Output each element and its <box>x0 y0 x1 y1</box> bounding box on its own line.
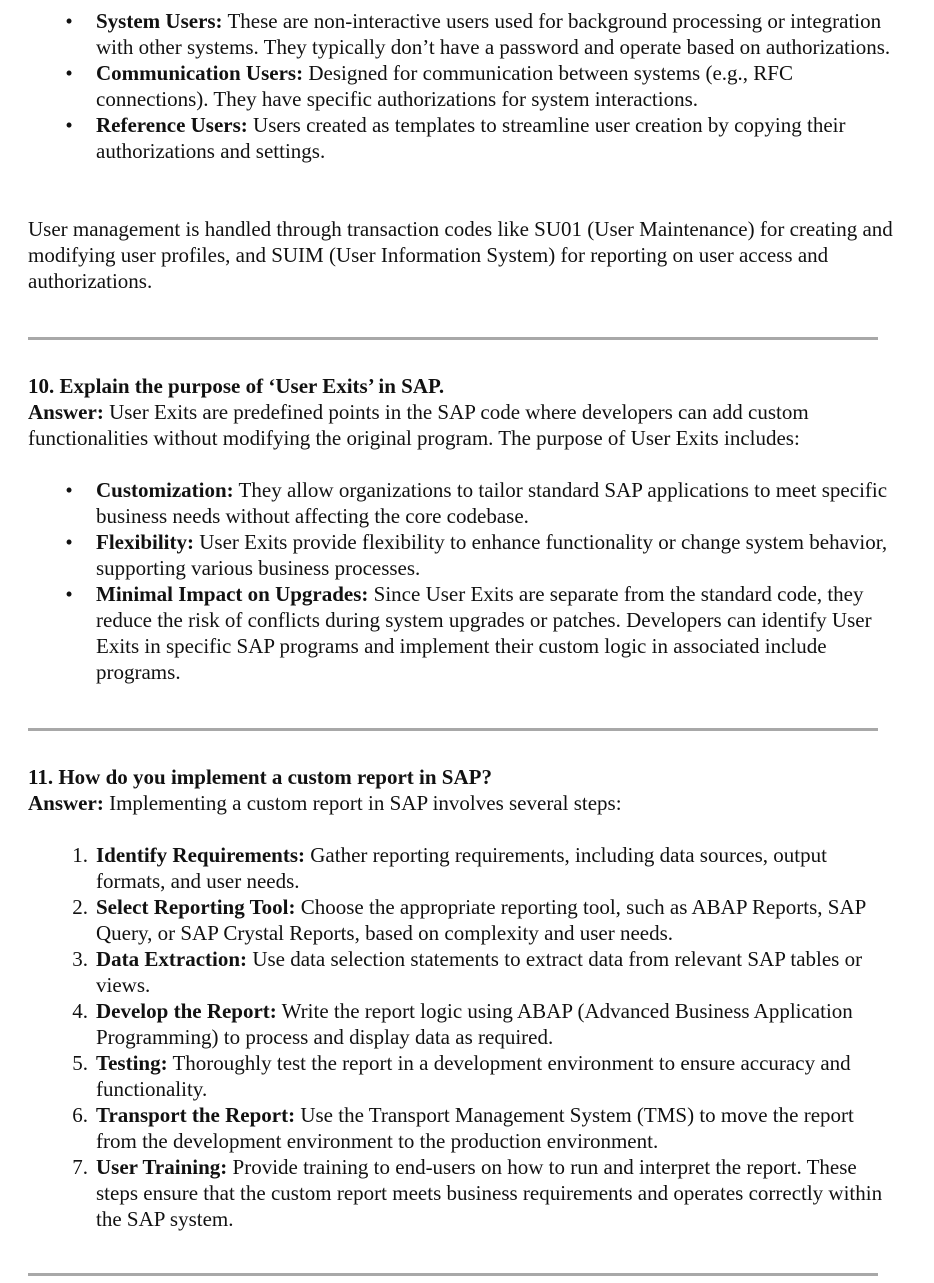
question-11 <box>28 764 898 816</box>
step-number: 5. <box>72 1051 88 1075</box>
section-divider <box>28 1273 878 1276</box>
list-item <box>72 1154 896 1232</box>
list-item <box>65 529 896 581</box>
answer-label: Answer: <box>28 400 104 424</box>
list-item-term: Communication Users: <box>96 61 304 85</box>
list-item-term: Minimal Impact on Upgrades: <box>96 582 369 606</box>
list-item <box>65 60 896 112</box>
section-divider <box>28 337 878 340</box>
list-item-term: User Training: <box>96 1155 228 1179</box>
bullet-icon: • <box>65 9 73 33</box>
step-number: 3. <box>72 947 88 971</box>
answer-label: Answer: <box>28 791 104 815</box>
user-types-list <box>65 8 896 164</box>
list-item-text: These are non-interactive users used for background processing or integration with other systems. They typically don’t have a password and operate based on authorizations. <box>96 9 891 59</box>
bullet-icon: • <box>65 530 73 554</box>
list-item-text: Write the report logic using ABAP (Advanced Business Application Programming) to process and display data as required. <box>96 999 853 1049</box>
list-item <box>65 112 896 164</box>
step-number: 7. <box>72 1155 88 1179</box>
bullet-icon: • <box>65 61 73 85</box>
list-item-text: User Exits provide flexibility to enhance functionality or change system behavior, supporting various business processes. <box>96 530 888 580</box>
step-number: 6. <box>72 1103 88 1127</box>
list-item-text: Provide training to end-users on how to run and interpret the report. These steps ensure that the custom report meets business requirements and operates correctly within the SAP system. <box>96 1155 883 1231</box>
list-item-term: Develop the Report: <box>96 999 277 1023</box>
step-number: 1. <box>72 843 88 867</box>
list-item-text: Use the Transport Management System (TMS) to move the report from the development environment to the production environment. <box>96 1103 854 1153</box>
list-item-text: Choose the appropriate reporting tool, such as ABAP Reports, SAP Query, or SAP Crystal Reports, based on complexity and user needs. <box>96 895 866 945</box>
section-divider <box>28 728 878 731</box>
list-item <box>72 1102 896 1154</box>
list-item-term: Identify Requirements: <box>96 843 306 867</box>
list-item <box>72 946 896 998</box>
list-item <box>72 894 896 946</box>
step-number: 4. <box>72 999 88 1023</box>
list-item-term: Customization: <box>96 478 234 502</box>
list-item-text: Designed for communication between systems (e.g., RFC connections). They have specific authorizations for system interactions. <box>96 61 793 111</box>
list-item-term: Reference Users: <box>96 113 248 137</box>
bullet-icon: • <box>65 113 73 137</box>
list-item <box>72 1050 896 1102</box>
list-item <box>65 581 896 685</box>
report-steps-list <box>72 842 896 1232</box>
user-management-paragraph: User management is handled through transaction codes like SU01 (User Maintenance) for creating and modifying user profiles, and SUIM (User Information System) for reporting on user access and authorizations. <box>28 217 893 293</box>
list-item <box>72 998 896 1050</box>
question-10-title: 10. Explain the purpose of ‘User Exits’ in SAP. <box>28 374 445 398</box>
list-item-term: Flexibility: <box>96 530 194 554</box>
step-number: 2. <box>72 895 88 919</box>
bullet-icon: • <box>65 582 73 606</box>
bullet-icon: • <box>65 478 73 502</box>
user-exits-purpose-list <box>65 477 896 685</box>
list-item <box>65 477 896 529</box>
list-item <box>65 8 896 60</box>
list-item-text: Thoroughly test the report in a development environment to ensure accuracy and functionality. <box>96 1051 851 1101</box>
list-item-text: Since User Exits are separate from the standard code, they reduce the risk of conflicts during system upgrades or patches. Developers can identify User Exits in specific SAP programs and implement their custom logic in associated include programs. <box>96 582 872 684</box>
list-item-term: Data Extraction: <box>96 947 248 971</box>
list-item-term: Transport the Report: <box>96 1103 296 1127</box>
list-item-text: Users created as templates to streamline user creation by copying their authorizations and settings. <box>96 113 846 163</box>
list-item-text: Use data selection statements to extract data from relevant SAP tables or views. <box>96 947 863 997</box>
question-11-title: 11. How do you implement a custom report in SAP? <box>28 765 492 789</box>
list-item-term: Select Reporting Tool: <box>96 895 296 919</box>
list-item-text: They allow organizations to tailor standard SAP applications to meet specific business needs without affecting the core codebase. <box>96 478 888 528</box>
list-item-text: Gather reporting requirements, including data sources, output formats, and user needs. <box>96 843 827 893</box>
answer-text: User Exits are predefined points in the SAP code where developers can add custom functionalities without modifying the original program. The purpose of User Exits includes: <box>28 400 809 450</box>
answer-text: Implementing a custom report in SAP involves several steps: <box>109 791 622 815</box>
list-item <box>72 842 896 894</box>
list-item-term: System Users: <box>96 9 223 33</box>
list-item-term: Testing: <box>96 1051 168 1075</box>
question-10 <box>28 373 898 451</box>
